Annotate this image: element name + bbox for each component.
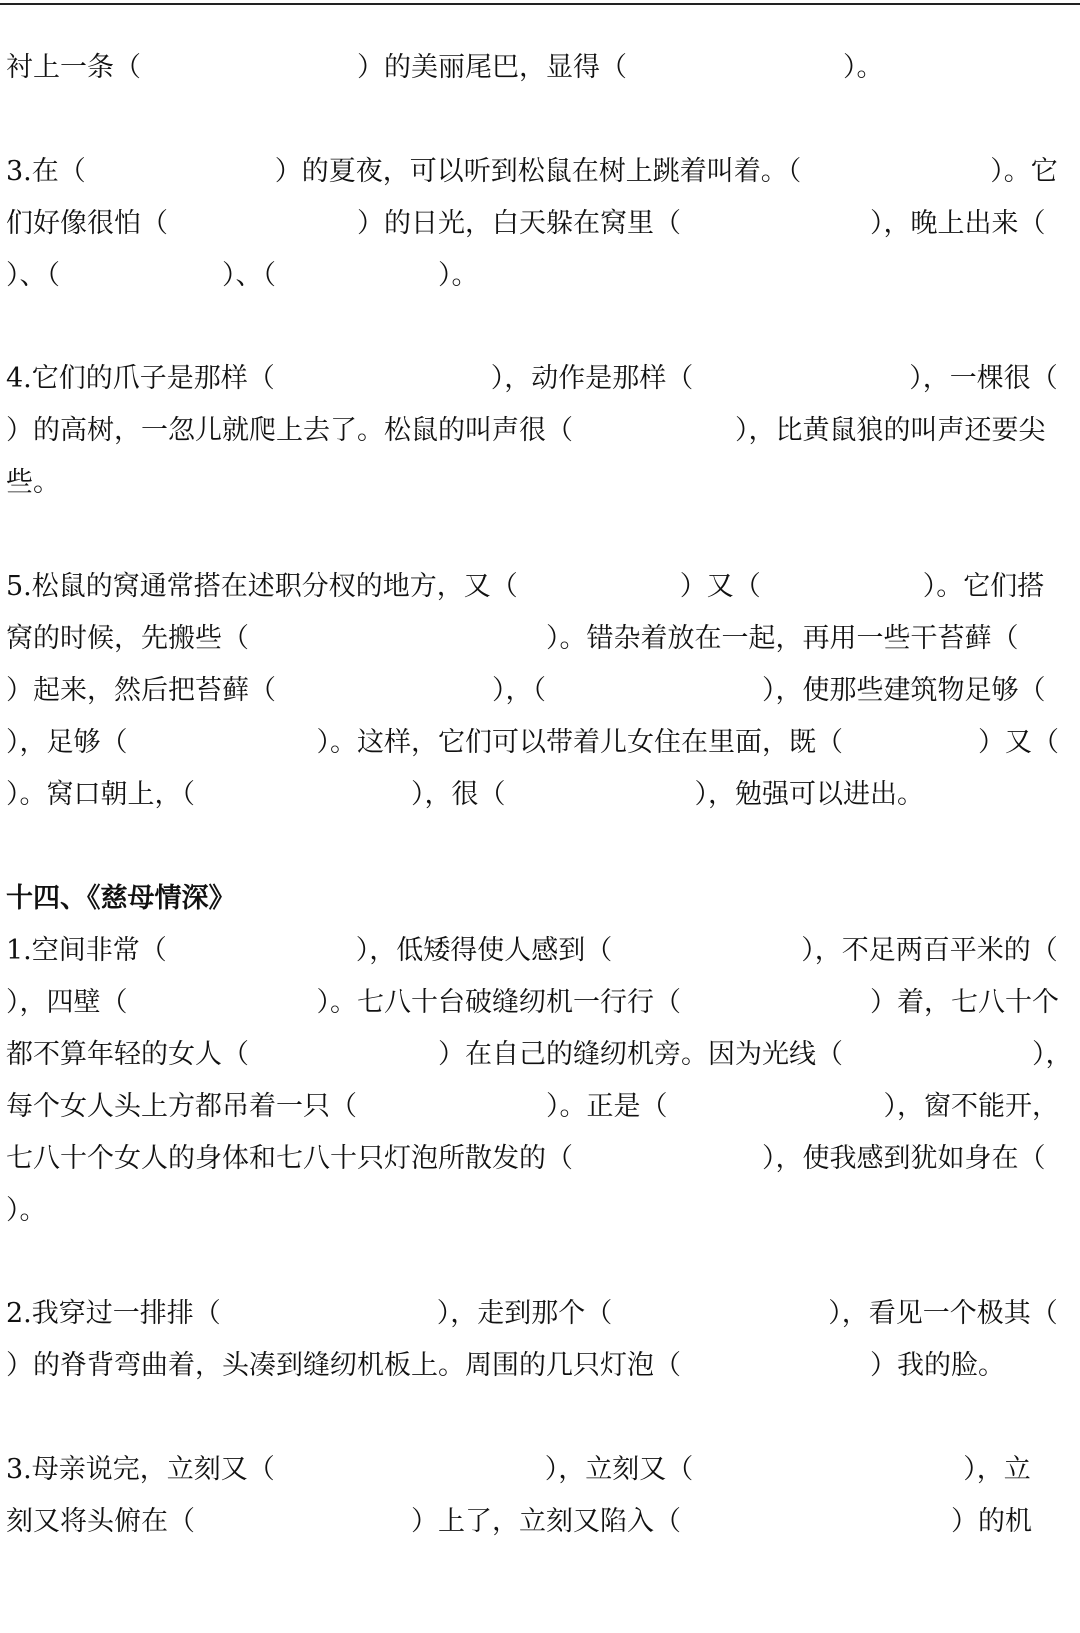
text-line: ）起来，然后把苔藓（ ），（ ），使那些建筑物足够（	[6, 675, 1046, 706]
text-line: 窝的时候，先搬些（ ）。错杂着放在一起，再用一些干苔藓（	[6, 623, 1019, 654]
section-heading: 十四、《慈母情深》	[6, 883, 236, 914]
text-line: 们好像很怕（ ）的日光，白天躲在窝里（ ），晚上出来（	[6, 208, 1046, 239]
text-line: ）、（ ）、（ ）。	[6, 260, 479, 291]
text-line: 衬上一条（ ）的美丽尾巴，显得（ ）。	[6, 52, 884, 83]
text-line: ）。	[6, 1195, 47, 1226]
top-rule	[0, 3, 1080, 5]
text-line: ）的高树，一忽儿就爬上去了。松鼠的叫声很（ ），比黄鼠狼的叫声还要尖	[6, 415, 1046, 446]
text-line: 七八十个女人的身体和七八十只灯泡所散发的（ ），使我感到犹如身在（	[6, 1143, 1046, 1174]
text-line: 4.它们的爪子是那样（ ），动作是那样（ ），一棵很（	[6, 363, 1058, 394]
text-line: 每个女人头上方都吊着一只（ ）。正是（ ），窗不能开，	[6, 1091, 1059, 1122]
text-line: 3.在（ ）的夏夜，可以听到松鼠在树上跳着叫着。（ ）。它	[6, 156, 1058, 187]
text-line: 3.母亲说完，立刻又（ ），立刻又（ ），立	[6, 1454, 1031, 1485]
text-line: 都不算年轻的女人（ ）在自己的缝纫机旁。因为光线（ ），	[6, 1039, 1073, 1070]
text-line: 5.松鼠的窝通常搭在述职分杈的地方，又（ ）又（ ）。它们搭	[6, 571, 1045, 602]
text-line: ），足够（ ）。这样，它们可以带着儿女住在里面，既（ ）又（	[6, 727, 1059, 758]
text-line: ），四壁（ ）。七八十台破缝纫机一行行（ ）着，七八十个	[6, 987, 1059, 1018]
text-line: ）的脊背弯曲着，头凑到缝纫机板上。周围的几只灯泡（ ）我的脸。	[6, 1350, 1005, 1381]
text-line: 些。	[6, 467, 60, 498]
text-line: 刻又将头俯在（ ）上了，立刻又陷入（ ）的机	[6, 1506, 1032, 1537]
text-line: ）。窝口朝上，（ ），很（ ），勉强可以进出。	[6, 779, 924, 810]
text-line: 1.空间非常（ ），低矮得使人感到（ ），不足两百平米的（	[6, 935, 1058, 966]
text-line: 2.我穿过一排排（ ），走到那个（ ），看见一个极其（	[6, 1298, 1058, 1329]
